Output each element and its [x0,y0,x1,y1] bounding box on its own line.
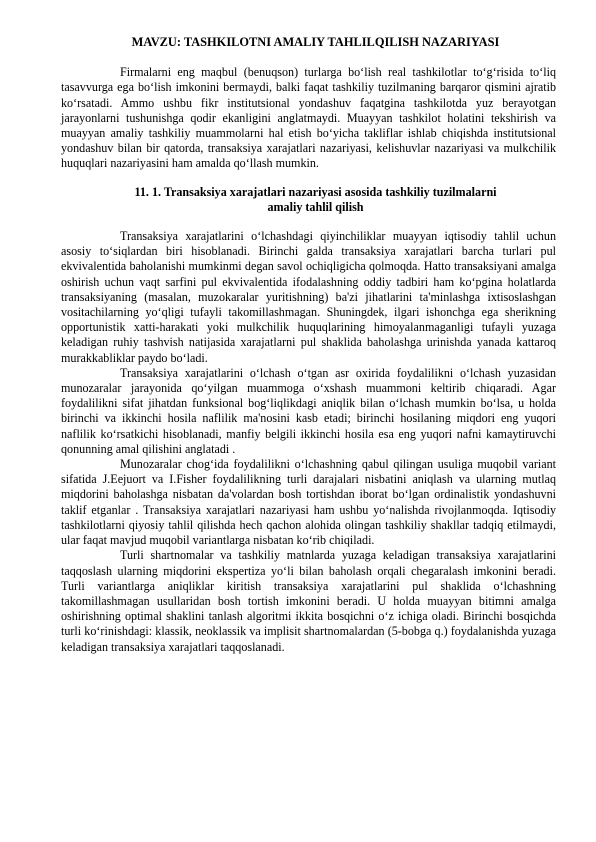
body-paragraph-3: Munozaralar chog‘ida foydalilikni o‘lchashning qabul qilingan usuliga muqobil variant sifatida J.Eejuort va I.Fisher foydalilikning turli darajalari nisbatini aniqlash va ularning mutlaq miqdorini baholashga nisbatan da'volardan bosh tortishdan iborat bo‘lgan ordinalistik yondashuvni taklif etganlar . Transaksiya xarajatlari nazariyasi ham ushbu yo‘nalishda rivojlanmoqda. Iqtisodiy tashkilotlarni qiyosiy tahlil qilishda hech qachon alohida olingan tashkiliy shakllar tadqiq etilmaydi, ular faqat mavjud muqobil variantlarga nisbatan ko‘rib chiqiladi. [61,457,556,548]
body-paragraph-2: Transaksiya xarajatlarini o‘lchash o‘tgan asr oxirida foydalilikni o‘lchash yuzasidan munozaralar jarayonida qo‘yilgan muammoga o‘xshash muammoni keltirib chiqaradi. Agar foydalilikni sifat jihatdan funksional bog‘liqlikdagi aniqlik bilan o‘lchash mumkin bo‘lsa, u holda birinchi va ikkinchi hosila naflilik ma'nosini kasb etadi; birinchi hosilaning miqdori eng yuqori naflilik ko‘rsatkichi hisoblanadi, manfiy belgili ikkinchi hosila esa eng yuqori nafni kamaytiruvchi qonunning amal qilishini anglatadi . [61,365,556,456]
section-title [61,185,556,215]
section-title-line-1: 11. 1. Transaksiya xarajatlari nazariyasi asosida tashkiliy tuzilmalarni [134,184,497,199]
section-title-line-2: amaliy tahlil qilish [267,199,364,214]
document-page [61,35,556,655]
intro-paragraph: Firmalarni eng maqbul (benuqson) turlarga bo‘lish real tashkilotlar to‘g‘risida to‘liq tasavvurga ega bo‘lish imkonini bermaydi, balki faqat tashkiliy tuzilmaning barqaror qismini ajratib ko‘rsatadi. Ammo ushbu fikr institutsional yondashuv faqatgina tashkilotda yuz berayotgan jarayonlarni tushunishga qodir ekanligini anglatmaydi. Muayyan tashkilot holatini tekshirish va muayyan amaliy tashkiliy muammolarni hal etish bo‘yicha takliflar ishlab chiqishda institutsional yondashuv bilan bir qatorda, transaksiya xarajatlari nazariyasi, kelishuvlar nazariyasi va mulkchilik huquqlari nazariyasini ham amalda qo‘llash mumkin. [61,65,556,171]
body-paragraph-1: Transaksiya xarajatlarini o‘lchashdagi qiyinchiliklar muayyan iqtisodiy tahlil uchun asosiy to‘siqlardan biri hisoblanadi. Birinchi galda transaksiya xarajatlari barcha turlari pul ekvivalentida baholanishi mumkinmi degan savol ochiqligicha qolmoqda. Hatto transaksiyani amalga oshirish uchun vaqt sarfini pul ekvivalentida ifodalashning oddiy tadbiri ham ko‘pgina holatlarda transaksiyaning (masalan, muzokaralar yuritishning) ba'zi jihatlarini ta'minlashga ixtisoslashgan vositachilarning yo‘qligi tufayli takomillashmagan. Shuningdek, ilgari ishonchga ega sherikning opportunistik xatti-harakati yoki mulkchilik huquqlarining himoyalanmaganligi tufayli yuzaga keladigan ruhiy tashvish natijasida xarajatlarni pul shaklida baholashga urinishda yanada kattaroq murakkabliklar paydo bo‘ladi. [61,229,556,365]
body-paragraph-4: Turli shartnomalar va tashkiliy matnlarda yuzaga keladigan transaksiya xarajatlarini taqqoslash ularning miqdorini ekspertiza yo‘li bilan baholash orqali chegaralash imkonini beradi. Turli variantlarga aniqliklar kiritish transaksiya xarajatlarini pul shaklida o‘lchashning takomillashmagan usullaridan bosh tortish imkonini beradi. U holda muayyan bitimni amalga oshirishning optimal shaklini tanlash algoritmi ikkita bosqichni o‘z ichiga oladi. Birinchi bosqichda turli ko‘rinishdagi: klassik, neoklassik va implisit shartnomalardan (5-bobga q.) foydalanishda yuzaga keladigan transaksiya xarajatlari taqqoslanadi. [61,548,556,654]
page-title: MAVZU: TASHKILOTNI AMALIY TAHLILQILISH NAZARIYASI [131,35,500,49]
